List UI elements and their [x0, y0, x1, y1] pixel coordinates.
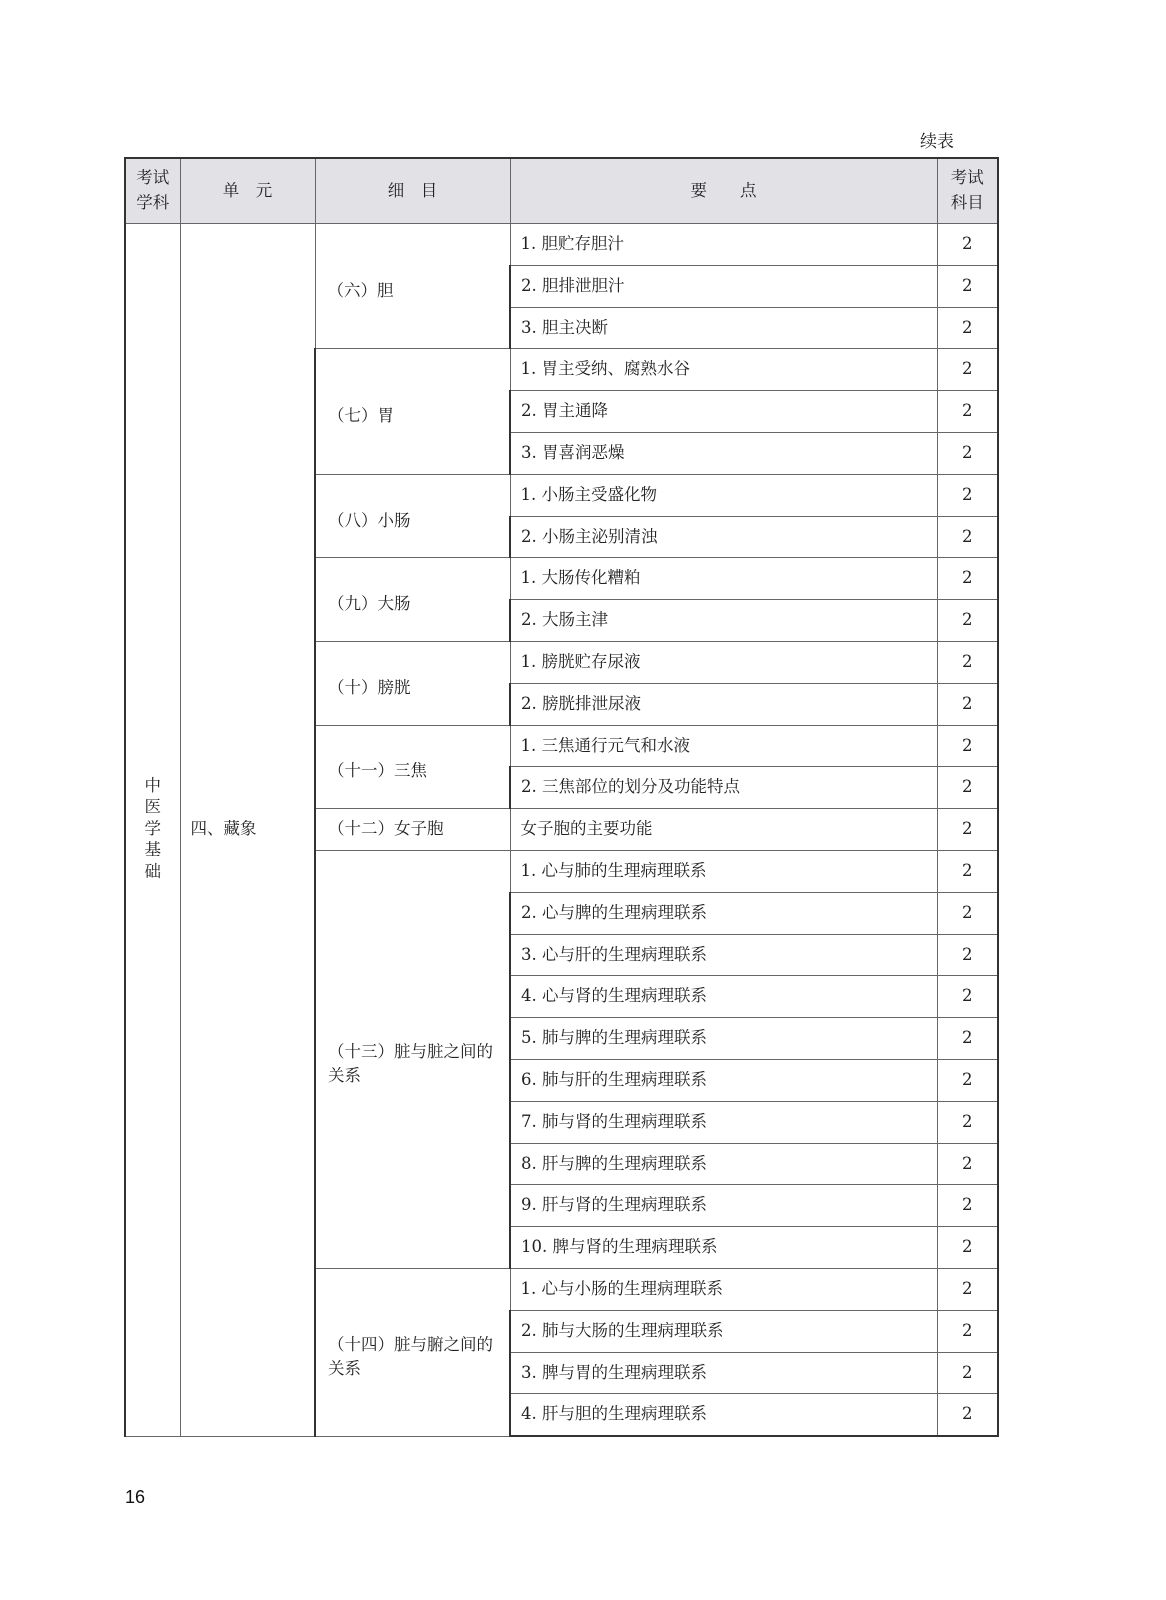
item-cell: （十一）三焦: [315, 725, 510, 809]
header-exam-level-line1: 考试: [950, 168, 984, 188]
key-point-cell: 5. 肺与脾的生理病理联系: [510, 1018, 937, 1060]
item-cell: （十）膀胱: [315, 641, 510, 725]
item-cell: （十四）脏与腑之间的关系: [315, 1268, 510, 1436]
key-point-cell: 4. 心与肾的生理病理联系: [510, 976, 937, 1018]
header-key-points: 要 点: [510, 158, 937, 224]
key-point-cell: 2. 胆排泄胆汁: [510, 265, 937, 307]
key-point-cell: 6. 肺与肝的生理病理联系: [510, 1059, 937, 1101]
exam-level-cell: 2: [937, 1227, 998, 1269]
key-point-cell: 1. 胆贮存胆汁: [510, 224, 937, 266]
key-point-cell: 8. 肝与脾的生理病理联系: [510, 1143, 937, 1185]
exam-level-cell: 2: [937, 976, 998, 1018]
exam-level-cell: 2: [937, 474, 998, 516]
key-point-cell: 7. 肺与肾的生理病理联系: [510, 1101, 937, 1143]
key-point-cell: 3. 胆主决断: [510, 307, 937, 349]
key-point-cell: 1. 膀胱贮存尿液: [510, 641, 937, 683]
header-exam-level-line2: 科目: [950, 193, 984, 212]
syllabus-table: [124, 157, 999, 1437]
header-exam-subject: [125, 158, 180, 224]
exam-level-cell: 2: [937, 600, 998, 642]
exam-level-cell: 2: [937, 1352, 998, 1394]
key-point-cell: 2. 胃主通降: [510, 391, 937, 433]
header-exam-subject-line1: 考试: [136, 168, 170, 188]
key-point-cell: 1. 胃主受纳、腐熟水谷: [510, 349, 937, 391]
exam-level-cell: 2: [937, 683, 998, 725]
exam-level-cell: 2: [937, 767, 998, 809]
key-point-cell: 1. 三焦通行元气和水液: [510, 725, 937, 767]
key-point-cell: 3. 脾与胃的生理病理联系: [510, 1352, 937, 1394]
key-point-cell: 女子胞的主要功能: [510, 809, 937, 851]
exam-level-cell: 2: [937, 892, 998, 934]
key-point-cell: 1. 小肠主受盛化物: [510, 474, 937, 516]
exam-level-cell: 2: [937, 265, 998, 307]
key-point-cell: 1. 大肠传化糟粕: [510, 558, 937, 600]
exam-level-cell: 2: [937, 1185, 998, 1227]
key-point-cell: 2. 肺与大肠的生理病理联系: [510, 1310, 937, 1352]
exam-level-cell: 2: [937, 1394, 998, 1436]
exam-level-cell: 2: [937, 1268, 998, 1310]
header-unit: 单 元: [180, 158, 315, 224]
item-cell: （六）胆: [315, 224, 510, 349]
exam-level-cell: 2: [937, 1059, 998, 1101]
key-point-cell: 9. 肝与肾的生理病理联系: [510, 1185, 937, 1227]
key-point-cell: 2. 心与脾的生理病理联系: [510, 892, 937, 934]
exam-level-cell: 2: [937, 850, 998, 892]
table-row: [125, 224, 998, 266]
exam-level-cell: 2: [937, 558, 998, 600]
continued-table-label: 续表: [920, 132, 954, 152]
exam-level-cell: 2: [937, 307, 998, 349]
key-point-cell: 1. 心与肺的生理病理联系: [510, 850, 937, 892]
exam-level-cell: 2: [937, 725, 998, 767]
key-point-cell: 3. 心与肝的生理病理联系: [510, 934, 937, 976]
key-point-cell: 3. 胃喜润恶燥: [510, 432, 937, 474]
key-point-cell: 4. 肝与胆的生理病理联系: [510, 1394, 937, 1436]
exam-level-cell: 2: [937, 934, 998, 976]
exam-level-cell: 2: [937, 809, 998, 851]
item-cell: （七）胃: [315, 349, 510, 474]
key-point-cell: 2. 小肠主泌别清浊: [510, 516, 937, 558]
page-number: 16: [125, 1487, 146, 1507]
exam-level-cell: 2: [937, 432, 998, 474]
exam-level-cell: 2: [937, 1018, 998, 1060]
header-exam-subject-line2: 学科: [136, 193, 170, 212]
item-cell: （十二）女子胞: [315, 809, 510, 851]
key-point-cell: 10. 脾与肾的生理病理联系: [510, 1227, 937, 1269]
exam-subject-text: 中医学基础: [144, 776, 161, 881]
exam-level-cell: 2: [937, 641, 998, 683]
unit-cell: 四、藏象: [180, 224, 315, 1437]
item-cell: （九）大肠: [315, 558, 510, 642]
table-header-row: [125, 158, 998, 224]
header-item: 细 目: [315, 158, 510, 224]
header-exam-level: [937, 158, 998, 224]
item-cell: （十三）脏与脏之间的关系: [315, 850, 510, 1268]
item-cell: （八）小肠: [315, 474, 510, 558]
exam-level-cell: 2: [937, 516, 998, 558]
exam-subject-cell: [125, 224, 180, 1437]
exam-level-cell: 2: [937, 1101, 998, 1143]
key-point-cell: 2. 三焦部位的划分及功能特点: [510, 767, 937, 809]
exam-level-cell: 2: [937, 1143, 998, 1185]
exam-level-cell: 2: [937, 391, 998, 433]
exam-level-cell: 2: [937, 224, 998, 266]
key-point-cell: 2. 大肠主津: [510, 600, 937, 642]
exam-level-cell: 2: [937, 1310, 998, 1352]
key-point-cell: 2. 膀胱排泄尿液: [510, 683, 937, 725]
exam-level-cell: 2: [937, 349, 998, 391]
key-point-cell: 1. 心与小肠的生理病理联系: [510, 1268, 937, 1310]
